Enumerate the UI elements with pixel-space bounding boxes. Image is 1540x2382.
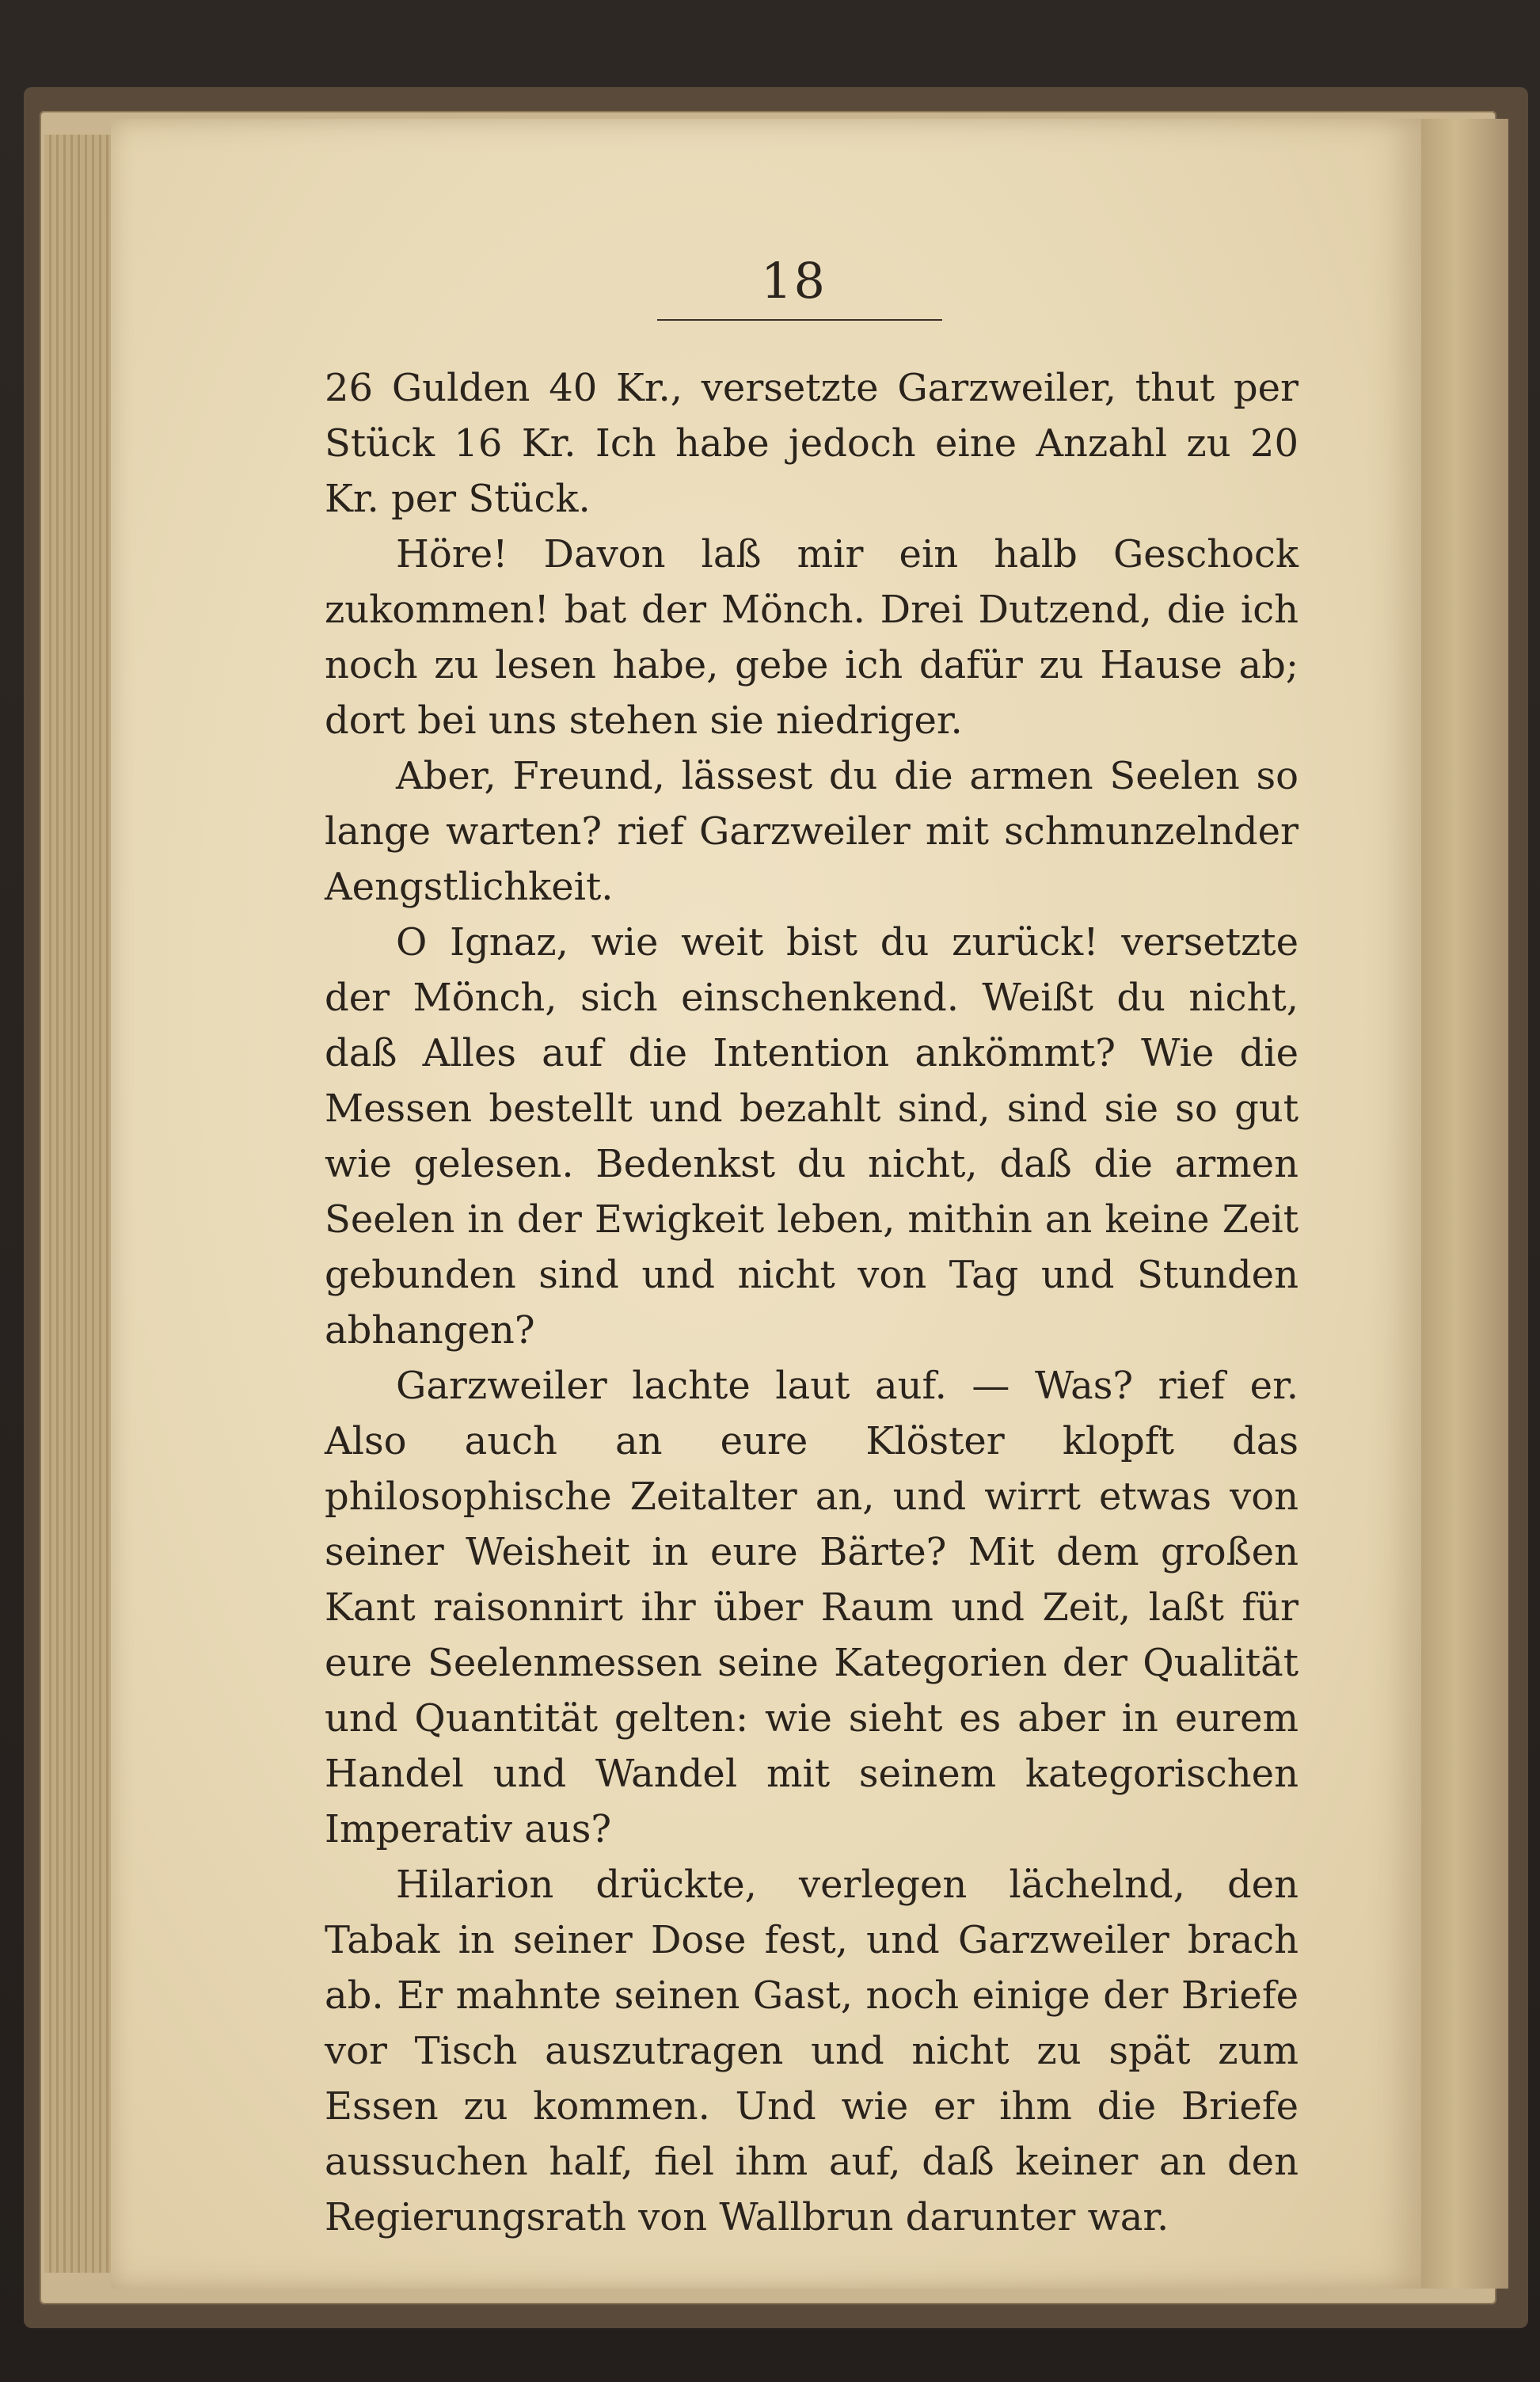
paragraph: Garzweiler lachte laut auf. — Was? rief er. Also auch an eure Klöster klopft das philosophische Zeitalter an, und wirrt etwas von seiner Weisheit in eure Bärte? Mit dem großen Kant raisonnirt ihr über Raum und Zeit, laßt für eure Seelenmessen seine Kategorien der Qualität und Quantität gelten: wie sieht es aber in eurem Handel und Wandel mit seinem kategorischen Imperativ aus? — [325, 1364, 1299, 1851]
page-number: 18 — [761, 252, 827, 310]
header-rule — [657, 319, 942, 321]
paragraph: Hilarion drückte, verlegen lächelnd, den Tabak in seiner Dose fest, und Garzweiler brach ab. Er mahnte seinen Gast, noch einige der Briefe vor Tisch auszutragen und nicht zu spät zum Essen zu kommen. Und wie er ihm die Briefe aussuchen half, fiel ihm auf, daß keiner an den Regierungsrath von Wallbrun darunter war. — [325, 1863, 1299, 2239]
paragraph: Aber, Freund, lässest du die armen Seelen so lange warten? rief Garzweiler mit schmunzelnder Aengstlichkeit. — [325, 754, 1299, 909]
paragraph: 26 Gulden 40 Kr., versetzte Garzweiler, thut per Stück 16 Kr. Ich habe jedoch eine Anzahl zu 20 Kr. per Stück. — [325, 366, 1299, 521]
body-text — [325, 360, 1299, 2245]
paragraph: Höre! Davon laß mir ein halb Geschock zukommen! bat der Mönch. Drei Dutzend, die ich noch zu lesen habe, gebe ich dafür zu Hause ab; dort bei uns stehen sie niedriger. — [325, 532, 1299, 743]
page-edges — [44, 135, 111, 2273]
book-gutter — [1421, 119, 1508, 2289]
paragraph: O Ignaz, wie weit bist du zurück! versetzte der Mönch, sich einschenkend. Weißt du nicht, daß Alles auf die Intention ankömmt? Wie die Messen bestellt und bezahlt sind, sind sie so gut wie gelesen. Bedenkst du nicht, daß die armen Seelen in der Ewigkeit leben, mithin an keine Zeit gebunden sind und nicht von Tag und Stunden abhangen? — [325, 920, 1299, 1353]
